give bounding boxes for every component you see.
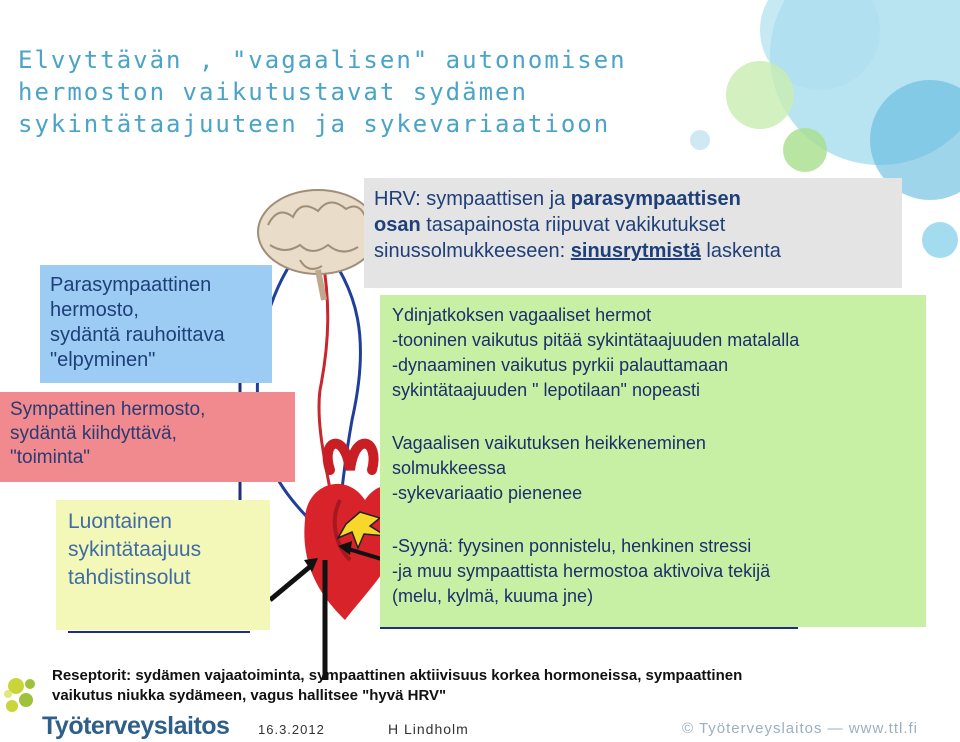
- vagal-line-3: -dynaaminen vaikutus pyrkii palauttamaan: [392, 355, 729, 375]
- brain-icon: [258, 190, 378, 300]
- natural-rate-box: [56, 500, 270, 630]
- title-line-3: sykintätaajuuteen ja sykevariaatioon: [18, 110, 611, 138]
- receptor-line-2: vaikutus niukka sydämeen, vagus hallitsee "hyvä HRV": [52, 687, 447, 704]
- hrv-text-1: HRV: sympaattisen ja: [374, 188, 571, 210]
- vagal-line-1: Ydinjatkoksen vagaaliset hermot: [392, 305, 652, 325]
- footer-copyright: © Työterveyslaitos — www.ttl.fi: [682, 720, 918, 737]
- natural-rate-line-3: tahdistinsolut: [68, 566, 191, 589]
- sympathetic-line-1: Sympattinen hermosto,: [10, 399, 206, 420]
- footer-date: 16.3.2012: [258, 722, 325, 737]
- sympathetic-box: [0, 392, 295, 482]
- parasympathetic-line-1: Parasympaattinen: [50, 274, 212, 296]
- receptor-line-1: Reseptorit: sydämen vajaatoiminta, sympaattinen aktiivisuus korkea hormoneissa, sympaattinen: [52, 667, 743, 684]
- title-line-1: Elvyttävän , "vagaalisen" autonomisen: [18, 46, 627, 74]
- hrv-text-bold-underline: sinusrytmistä: [570, 240, 701, 262]
- natural-rate-line-2: sykintätaajuus: [68, 538, 202, 561]
- sympathetic-line-3: "toiminta": [10, 447, 91, 468]
- page-title: [18, 44, 627, 140]
- vagal-line-10: (melu, kylmä, kuuma jne): [392, 586, 594, 606]
- vagal-line-6: solmukkeessa: [392, 458, 507, 478]
- title-line-2: hermoston vaikutustavat sydämen: [18, 78, 528, 106]
- parasympathetic-line-2: hermosto,: [50, 299, 139, 321]
- vagal-line-4: sykintätaajuuden " lepotilaan" nopeasti: [392, 380, 700, 400]
- hrv-text-4: laskenta: [700, 240, 781, 262]
- hrv-text-2: tasapainosta riipuvat vakikutukset: [420, 214, 726, 236]
- hrv-text-bold-1: parasympaattisen: [570, 188, 741, 210]
- vagal-line-8: -Syynä: fyysinen ponnistelu, henkinen stressi: [392, 536, 752, 556]
- footer-author: H Lindholm: [388, 721, 469, 737]
- receptor-note: [52, 666, 852, 706]
- hrv-line-1: [374, 186, 892, 212]
- natural-rate-line-1: Luontainen: [68, 510, 172, 533]
- hrv-line-3: [374, 238, 892, 264]
- vagal-line-7: -sykevariaatio pienenee: [392, 483, 583, 503]
- parasympathetic-line-4: "elpyminen": [50, 349, 156, 371]
- vagal-line-5: Vagaalisen vaikutuksen heikkeneminen: [392, 433, 706, 453]
- vagal-line-2: -tooninen vaikutus pitää sykintätaajuuden matalalla: [392, 330, 800, 350]
- hrv-box: [364, 178, 902, 288]
- sympathetic-line-2: sydäntä kiihdyttävä,: [10, 423, 177, 444]
- hrv-text-3: sinussolmukkeeseen:: [374, 240, 571, 262]
- parasympathetic-line-3: sydäntä rauhoittava: [50, 324, 225, 346]
- hrv-text-bold-2: osan: [374, 214, 421, 236]
- vagal-info-box: [380, 295, 926, 627]
- parasympathetic-box: [40, 265, 272, 383]
- vagal-line-9: -ja muu sympaattista hermostoa aktivoiva tekijä: [392, 561, 771, 581]
- hrv-line-2: [374, 212, 892, 238]
- logo-text: Työterveyslaitos: [42, 712, 230, 740]
- ttl-logo-icon: [4, 678, 35, 712]
